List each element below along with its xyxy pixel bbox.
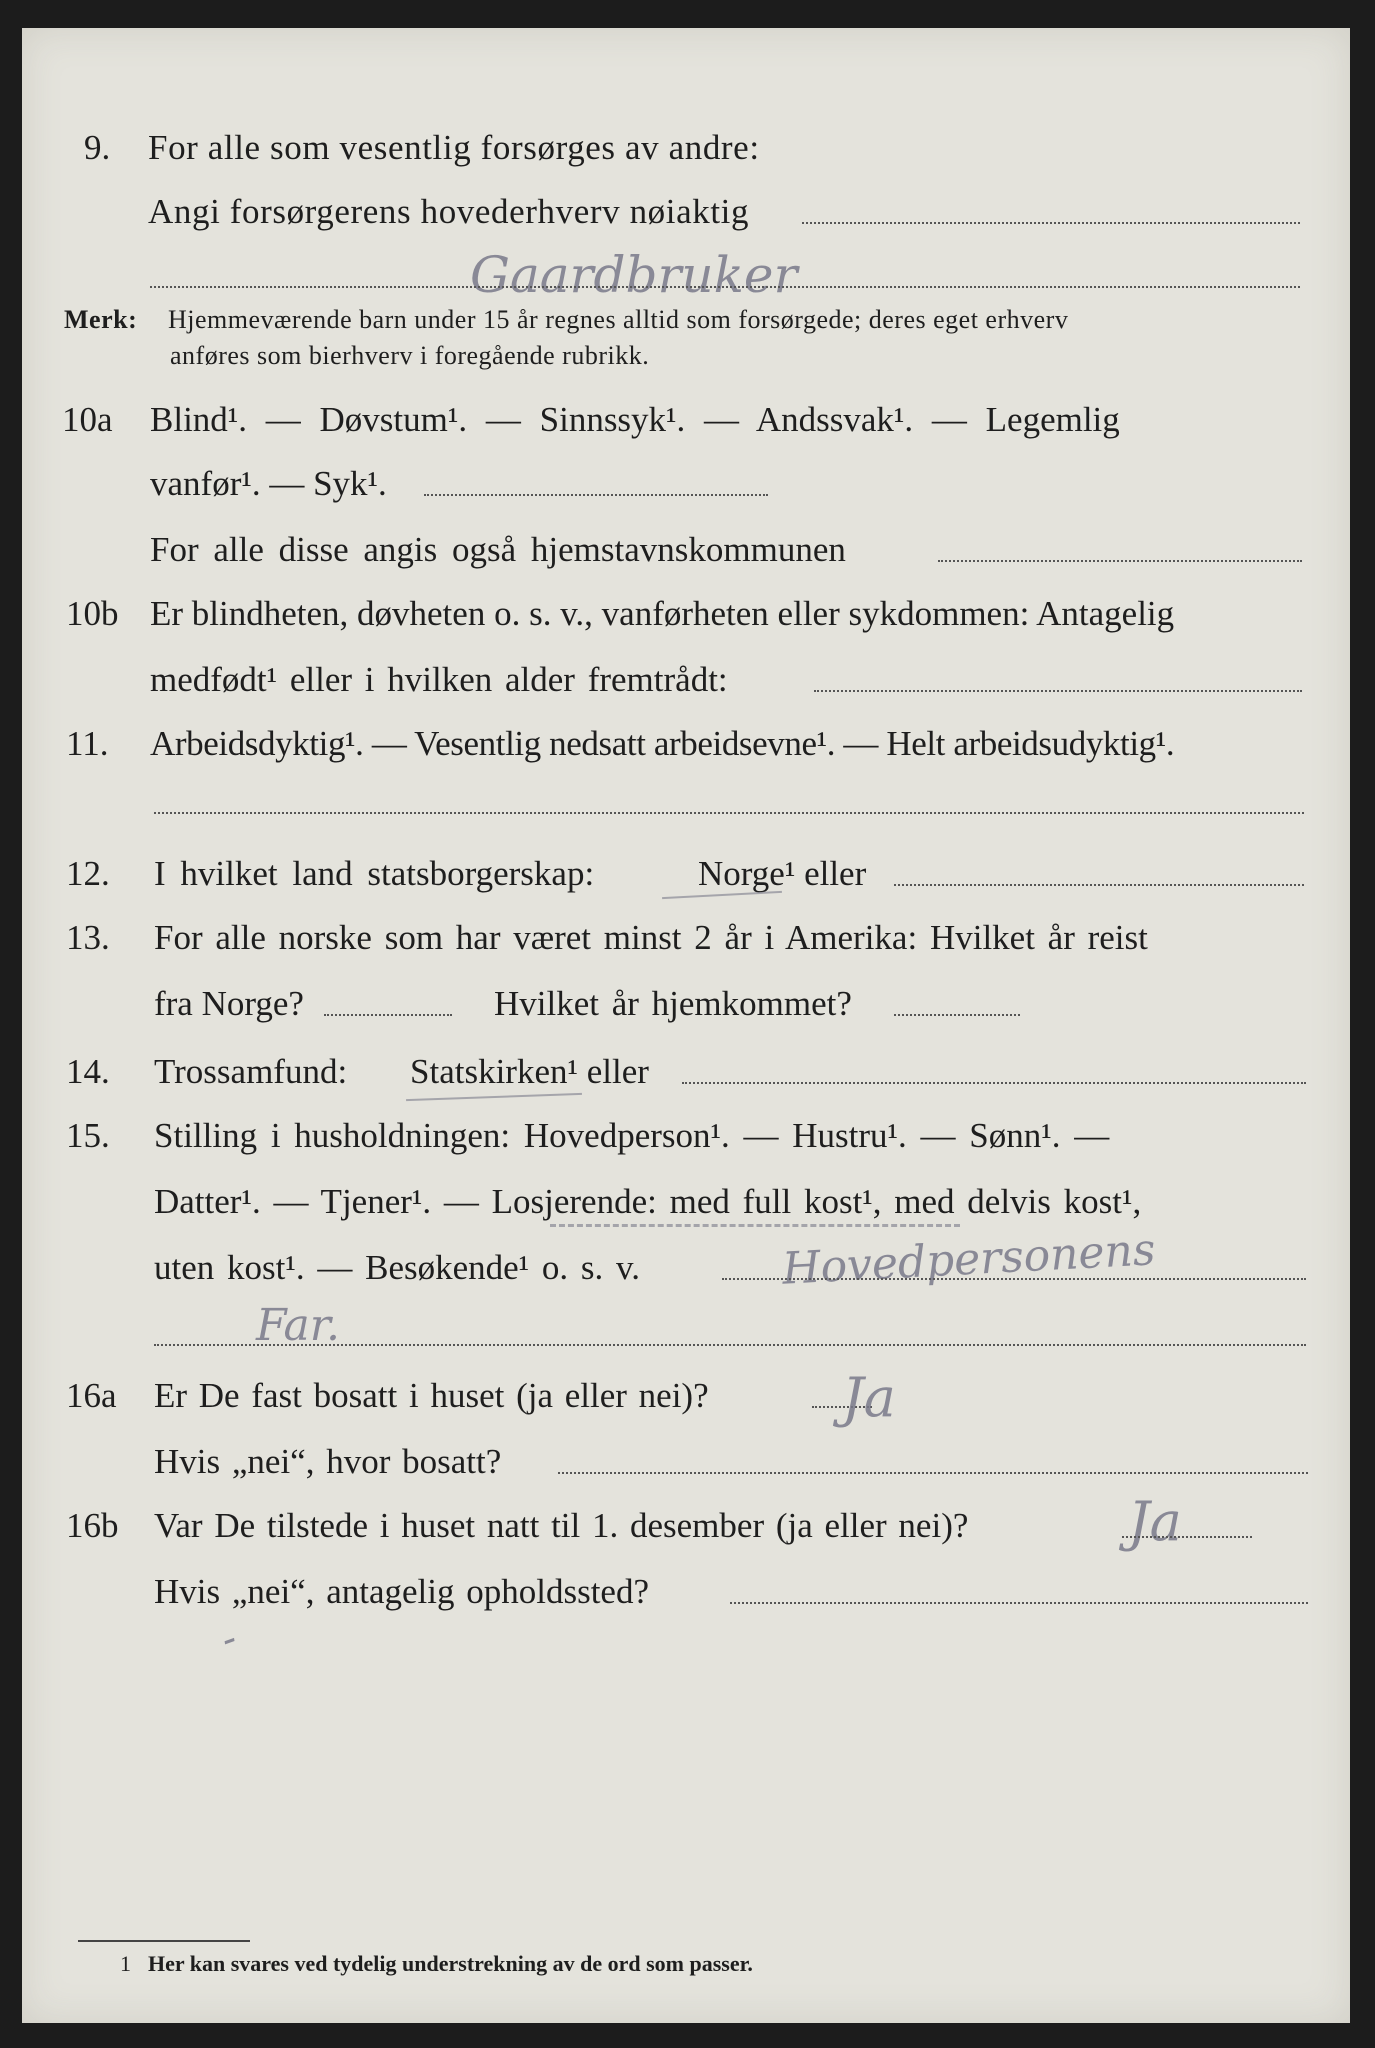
merk-label: Merk: [64, 305, 138, 334]
q9-line1: For alle som vesentlig forsørges av andre: [148, 128, 760, 167]
q13-line2a: fra Norge? [154, 984, 304, 1023]
q10b-dotted-line [814, 690, 1302, 692]
census-form-page [22, 28, 1350, 2023]
q9-line2: Angi forsørgerens hovederhverv nøiaktig [148, 192, 750, 231]
q16a-line2: Hvis „nei“, hvor bosatt? [154, 1442, 502, 1481]
q10a-line3: For alle disse angis også hjemstavnskommunen [150, 530, 846, 569]
q15-dotted-line-2 [154, 1344, 1306, 1346]
q10a-dotted-line-2 [938, 560, 1302, 562]
q16b-handwritten-mark: - [214, 1615, 243, 1663]
q10a-dotted-line-1 [424, 494, 768, 496]
q12-dotted-line [894, 884, 1304, 886]
q10b-number: 10b [66, 594, 119, 633]
q14-number: 14. [66, 1052, 110, 1091]
q16a-dotted-line-2 [558, 1472, 1308, 1474]
q15-line3: uten kost¹. — Besøkende¹ o. s. v. [154, 1248, 641, 1287]
q9-number: 9. [84, 128, 111, 167]
q13-line1: For alle norske som har været minst 2 år i Amerika: Hvilket år reist [154, 918, 1148, 957]
q16a-number: 16a [66, 1376, 117, 1415]
q10b-line1: Er blindheten, døvheten o. s. v., vanførheten eller sykdommen: Antagelig [150, 594, 1175, 633]
q12-line1b: Norge¹ eller [698, 854, 867, 893]
q11-dotted-line [154, 812, 1304, 814]
q15-number: 15. [66, 1116, 110, 1155]
q14-dotted-line [682, 1082, 1306, 1084]
q14-handwritten-underline [406, 1093, 582, 1101]
q9-handwritten-answer: Gaardbruker [470, 246, 798, 304]
q15-dotted-line-1 [722, 1278, 1306, 1280]
q13-dotted-line-1 [324, 1014, 452, 1016]
q15-handwritten-answer-1: Hovedpersonens [780, 1224, 1157, 1295]
footnote-rule [78, 1940, 250, 1942]
q10b-line2: medfødt¹ eller i hvilken alder fremtrådt: [150, 660, 728, 699]
q10a-number: 10a [62, 400, 113, 439]
q16b-dotted-line-2 [730, 1602, 1308, 1604]
q14-line1b: Statskirken¹ eller [410, 1052, 649, 1091]
q16a-handwritten-answer: Ja [842, 1366, 896, 1429]
q13-dotted-line-2 [894, 1014, 1020, 1016]
q15-handwritten-strike [550, 1224, 960, 1227]
merk-line2: anføres som bierhverv i foregående rubrikk. [170, 341, 650, 370]
q16b-line1: Var De tilstede i huset natt til 1. desember (ja eller nei)? [154, 1506, 969, 1545]
q16b-number: 16b [66, 1506, 119, 1545]
q10a-line1: Blind¹. — Døvstum¹. — Sinnssyk¹. — Andssvak¹. — Legemlig [150, 400, 1120, 439]
q12-line1a: I hvilket land statsborgerskap: [154, 854, 595, 893]
q9-dotted-line-1 [802, 222, 1300, 224]
q13-line2b: Hvilket år hjemkommet? [494, 984, 852, 1023]
q15-handwritten-answer-2: Far. [256, 1300, 340, 1351]
q15-line2: Datter¹. — Tjener¹. — Losjerende: med full kost¹, med delvis kost¹, [154, 1182, 1142, 1221]
q15-line1: Stilling i husholdningen: Hovedperson¹. — Hustru¹. — Sønn¹. — [154, 1116, 1110, 1155]
q12-number: 12. [66, 854, 110, 893]
q16b-dotted-line-1 [1122, 1536, 1252, 1538]
q14-line1a: Trossamfund: [154, 1052, 348, 1091]
q16b-line2: Hvis „nei“, antagelig opholdssted? [154, 1572, 649, 1611]
q10a-line2: vanfør¹. — Syk¹. [150, 464, 387, 503]
q16b-handwritten-answer: Ja [1128, 1490, 1182, 1553]
q16a-line1: Er De fast bosatt i huset (ja eller nei)? [154, 1376, 709, 1415]
q13-number: 13. [66, 918, 110, 957]
q11-number: 11. [66, 724, 109, 763]
q9-dotted-line-2 [150, 286, 1300, 288]
q11-line1: Arbeidsdyktig¹. — Vesentlig nedsatt arbeidsevne¹. — Helt arbeidsudyktig¹. [150, 724, 1175, 763]
footnote-marker: 1 [120, 1951, 131, 1976]
footnote-text: Her kan svares ved tydelig understrekning av de ord som passer. [148, 1951, 753, 1976]
merk-line1: Hjemmeværende barn under 15 år regnes alltid som forsørgede; deres eget erhverv [168, 305, 1069, 334]
